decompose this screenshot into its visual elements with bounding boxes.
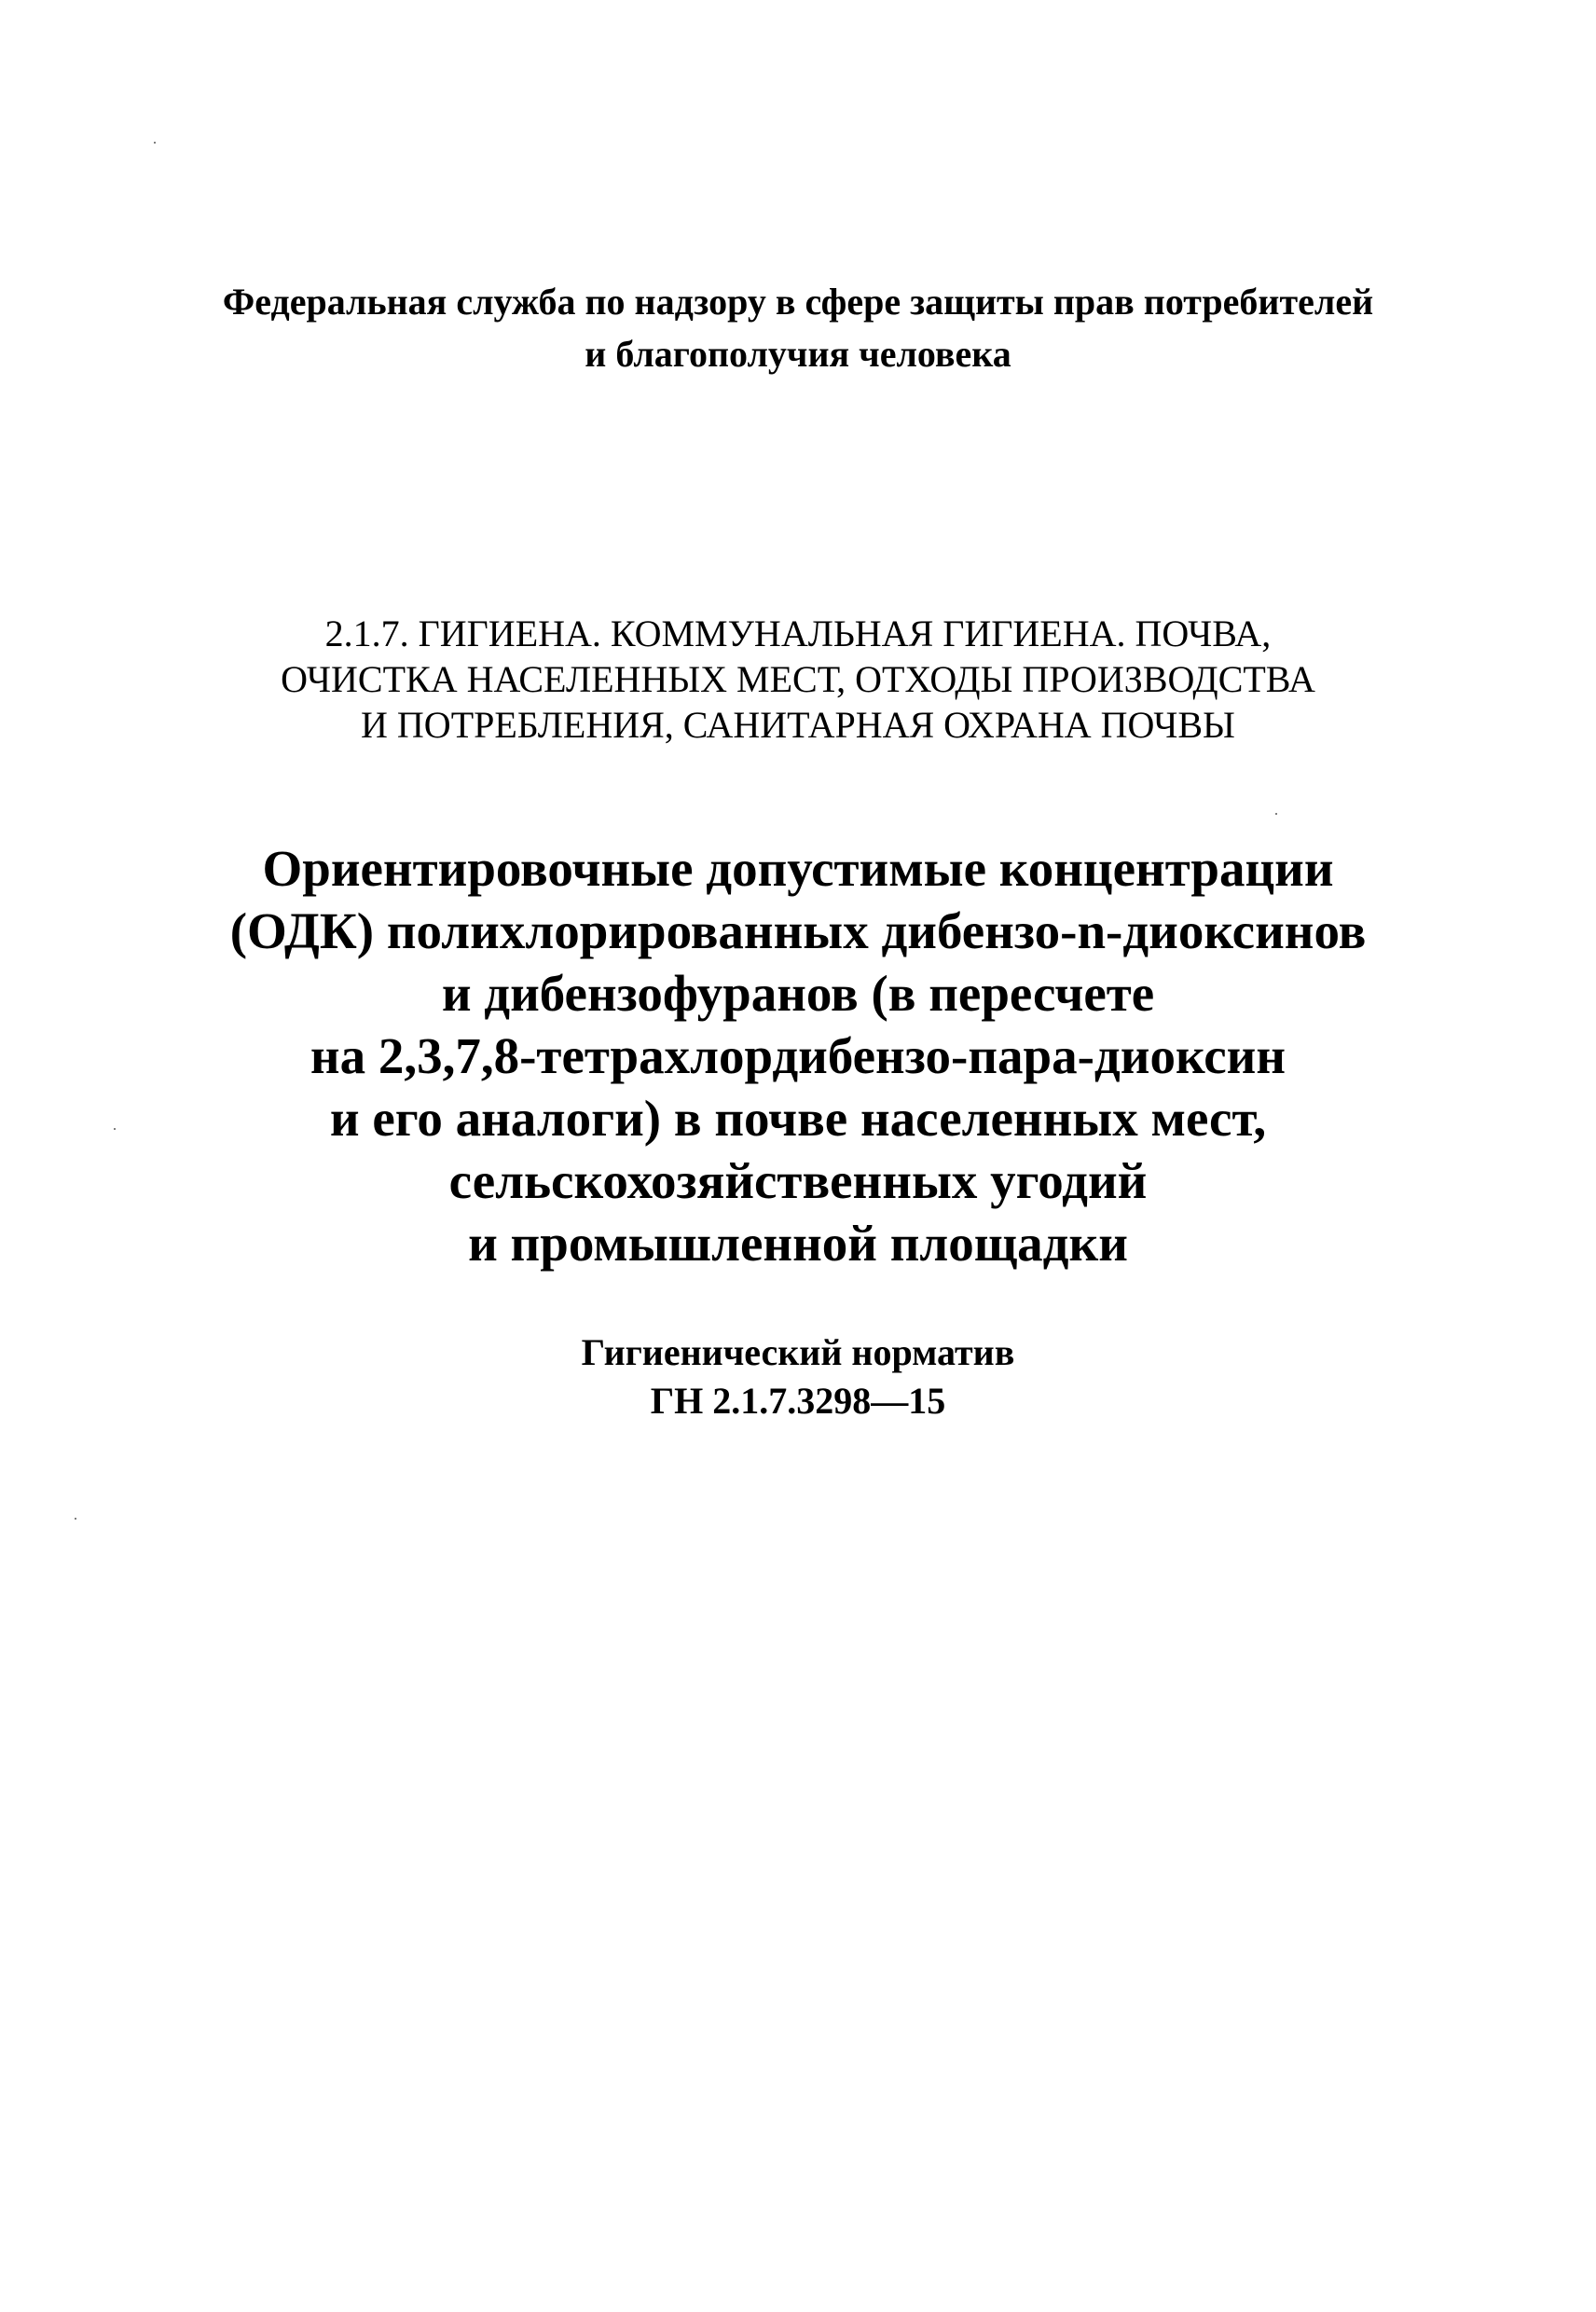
standard-type: Гигиенический норматив bbox=[581, 1331, 1015, 1373]
section-line-1: 2.1.7. ГИГИЕНА. КОММУНАЛЬНАЯ ГИГИЕНА. ПОЧВА, bbox=[324, 612, 1272, 654]
title-line-5: и его аналоги) в почве населенных мест, bbox=[329, 1090, 1267, 1147]
title-line-4: на 2,3,7,8-тетрахлордибензо-пара-диоксин bbox=[310, 1027, 1286, 1084]
title-line-2: (ОДК) полихлорированных дибензо-n-диоксинов bbox=[229, 902, 1367, 959]
document-title bbox=[0, 837, 1596, 1274]
section-line-3: И ПОТРЕБЛЕНИЯ, САНИТАРНАЯ ОХРАНА ПОЧВЫ bbox=[361, 704, 1235, 746]
issuing-agency bbox=[0, 276, 1596, 380]
scan-speck bbox=[114, 1128, 116, 1130]
title-line-6: сельскохозяйственных угодий bbox=[448, 1152, 1148, 1209]
agency-line-1: Федеральная служба по надзору в сфере защиты прав потребителей bbox=[222, 281, 1374, 323]
agency-line-2: и благополучия человека bbox=[585, 333, 1011, 375]
section-line-2: ОЧИСТКА НАСЕЛЕННЫХ МЕСТ, ОТХОДЫ ПРОИЗВОДСТВА bbox=[281, 658, 1315, 700]
title-line-1: Ориентировочные допустимые концентрации bbox=[262, 840, 1334, 897]
title-line-3: и дибензофуранов (в пересчете bbox=[441, 965, 1155, 1022]
section-heading bbox=[0, 611, 1596, 748]
scan-speck bbox=[154, 142, 156, 144]
standard-code: ГН 2.1.7.3298—15 bbox=[650, 1380, 946, 1422]
scan-speck bbox=[75, 1518, 76, 1520]
title-line-7: и промышленной площадки bbox=[468, 1215, 1128, 1272]
scan-speck bbox=[1275, 813, 1277, 815]
standard-designation bbox=[0, 1328, 1596, 1425]
